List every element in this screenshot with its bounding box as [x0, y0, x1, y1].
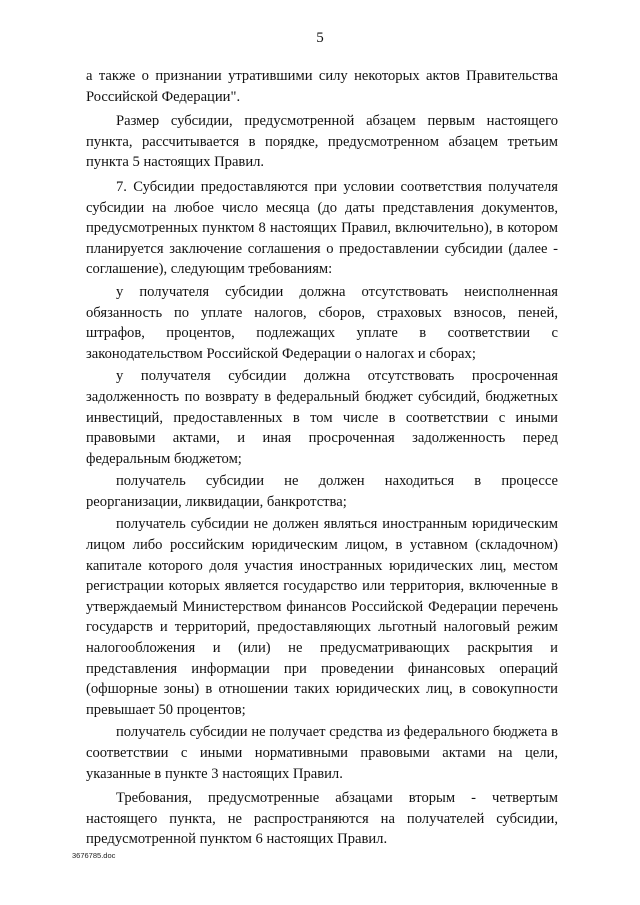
- paragraph-requirement-no-other-funds: получатель субсидии не получает средства из федерального бюджета в соответствии с иными нормативными правовыми актами на цели, указанные в пункте 3 настоящих Правил.: [86, 724, 558, 782]
- paragraph-requirement-taxes: у получателя субсидии должна отсутствовать неисполненная обязанность по уплате налогов, сборов, страховых взносов, пеней, штрафов, процентов, подлежащих уплате в соответствии с законодательством Российской Федерации о налогах и сборах;: [86, 283, 558, 362]
- document-footer-code: 3676785.doc: [72, 851, 116, 860]
- paragraph-requirement-reorganization: получатель субсидии не должен находиться в процессе реорганизации, ликвидации, банкротства;: [86, 473, 558, 510]
- paragraph-requirement-foreign-entity: получатель субсидии не должен являться иностранным юридическим лицом либо российским юридическим лицом, в уставном (складочном) капитале которого доля участия иностранных юридических лиц, местом регистрации которых является государство или территория, включенные в утверждаемый Министерством финансов Российской Федерации перечень государств и территорий, предоставляющих льготный налоговый режим налогообложения и (или) не предусматривающих раскрытия и представления информации при проведении финансовых операций (офшорные зоны) в отношении таких юридических лиц, в совокупности превышает 50 процентов;: [86, 516, 558, 718]
- paragraph-requirement-debt: у получателя субсидии должна отсутствовать просроченная задолженность по возврату в федеральный бюджет субсидий, бюджетных инвестиций, предоставленных в том числе в соответствии с иными правовыми актами, и иная просроченная задолженность перед федеральным бюджетом;: [86, 368, 558, 467]
- paragraph-continuation: а также о признании утратившими силу некоторых актов Правительства Российской Федерации".: [86, 68, 558, 105]
- document-body: [86, 66, 558, 852]
- page-number: 5: [316, 30, 324, 46]
- paragraph-subsidy-size: Размер субсидии, предусмотренной абзацем первым настоящего пункта, рассчитывается в порядке, предусмотренном абзацем третьим пункта 5 настоящих Правил.: [86, 113, 558, 171]
- paragraph-exemption: Требования, предусмотренные абзацами вторым - четвертым настоящего пункта, не распространяются на получателей субсидии, предусмотренной пунктом 6 настоящих Правил.: [86, 790, 558, 848]
- paragraph-item-7: 7. Субсидии предоставляются при условии соответствия получателя субсидии на любое число месяца (до даты представления документов, предусмотренных пунктом 8 настоящих Правил, включительно), в котором планируется заключение соглашения о предоставлении субсидии (далее - соглашение), следующим требованиям:: [86, 178, 558, 278]
